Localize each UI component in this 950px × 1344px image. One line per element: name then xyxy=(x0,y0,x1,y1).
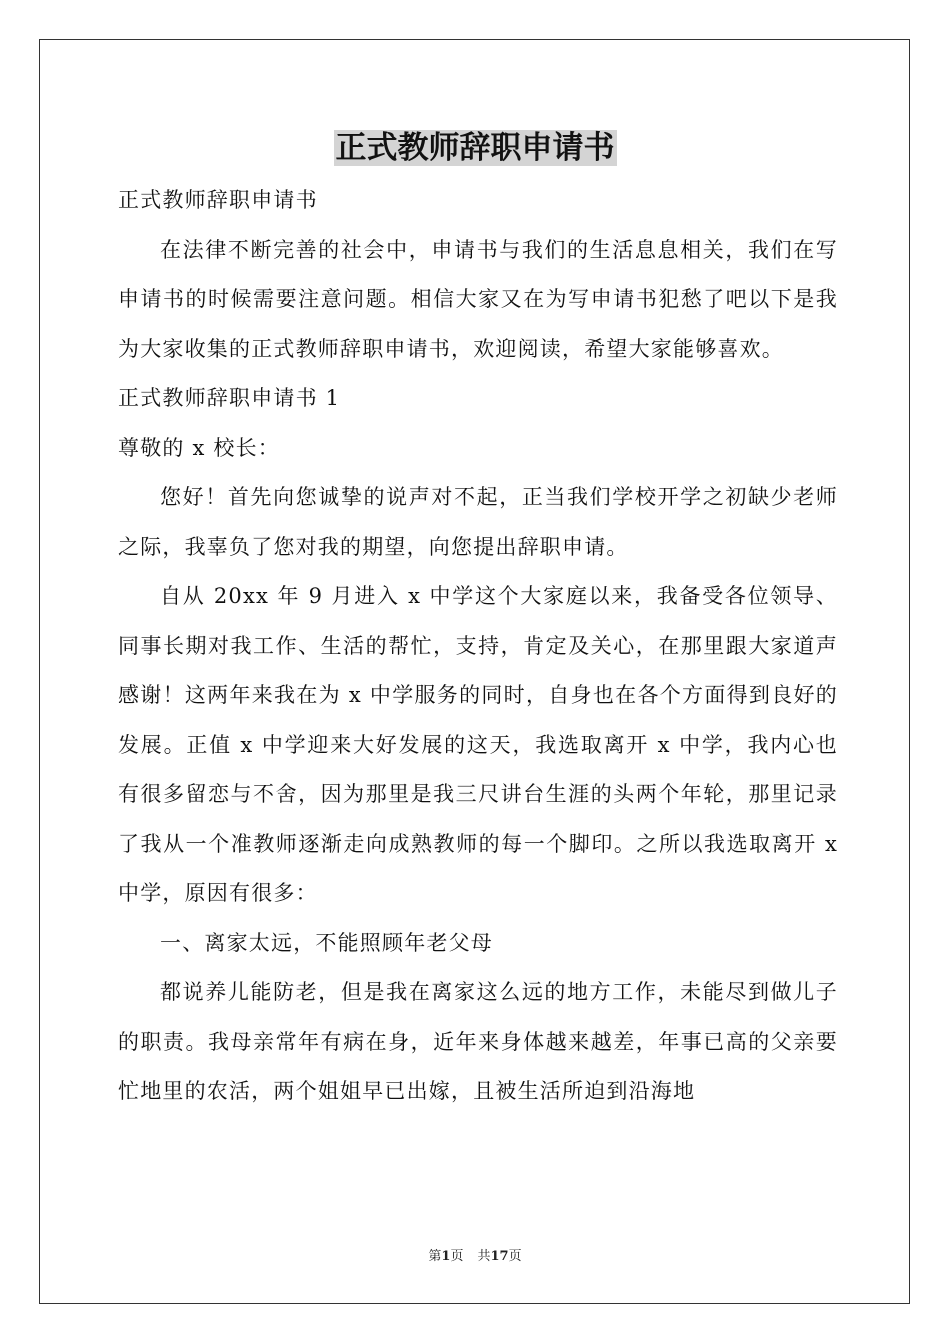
document-title-text: 正式教师辞职申请书 xyxy=(335,130,615,166)
paragraph-0: 正式教师辞职申请书 xyxy=(118,188,318,212)
page-footer xyxy=(0,1248,950,1266)
document-body xyxy=(118,176,838,1117)
paragraph-2: 正式教师辞职申请书 1 xyxy=(118,386,341,410)
paragraph-4: 您好！首先向您诚挚的说声对不起，正当我们学校开学之初缺少老师之际，我辜负了您对我的期望，向您提出辞职申请。 xyxy=(118,485,838,559)
footer-total-suffix: 页 xyxy=(508,1249,522,1264)
footer-page-suffix: 页 xyxy=(450,1249,464,1264)
footer-page-total: 17 xyxy=(490,1249,509,1264)
paragraph-3: 尊敬的 x 校长： xyxy=(118,435,280,460)
paragraph-7: 都说养儿能防老，但是我在离家这么远的地方工作，未能尽到做儿子的职责。我母亲常年有病在身，近年来身体越来越差，年事已高的父亲要忙地里的农活，两个姐姐早已出嫁，且被生活所迫到沿海地 xyxy=(118,980,838,1103)
paragraph-1: 在法律不断完善的社会中，申请书与我们的生活息息相关，我们在写申请书的时候需要注意问题。相信大家又在为写申请书犯愁了吧以下是我为大家收集的正式教师辞职申请书，欢迎阅读，希望大家能够喜欢。 xyxy=(118,237,838,361)
footer-page-prefix: 第 xyxy=(428,1249,442,1264)
paragraph-6: 一、离家太远，不能照顾年老父母 xyxy=(160,930,493,955)
paragraph-5: 自从 20xx 年 9 月进入 x 中学这个大家庭以来，我备受各位领导、同事长期对我工作、生活的帮忙，支持，肯定及关心，在那里跟大家道声感谢！这两年来我在为 x 中学服务的同时，自身也在各个方面得到良好的发展。正值 x 中学迎来大好发展的这天，我选取离开 x 中学，我内心也有很多留恋与不舍，因为那里是我三尺讲台生涯的头两个年轮，那里记录了我从一个准教师逐渐走向成熟教师的每一个脚印。之所以我选取离开 x 中学，原因有很多： xyxy=(118,584,838,905)
footer-page-current: 1 xyxy=(441,1249,451,1264)
document-title xyxy=(0,128,950,168)
footer-total-prefix: 共 xyxy=(477,1249,491,1264)
